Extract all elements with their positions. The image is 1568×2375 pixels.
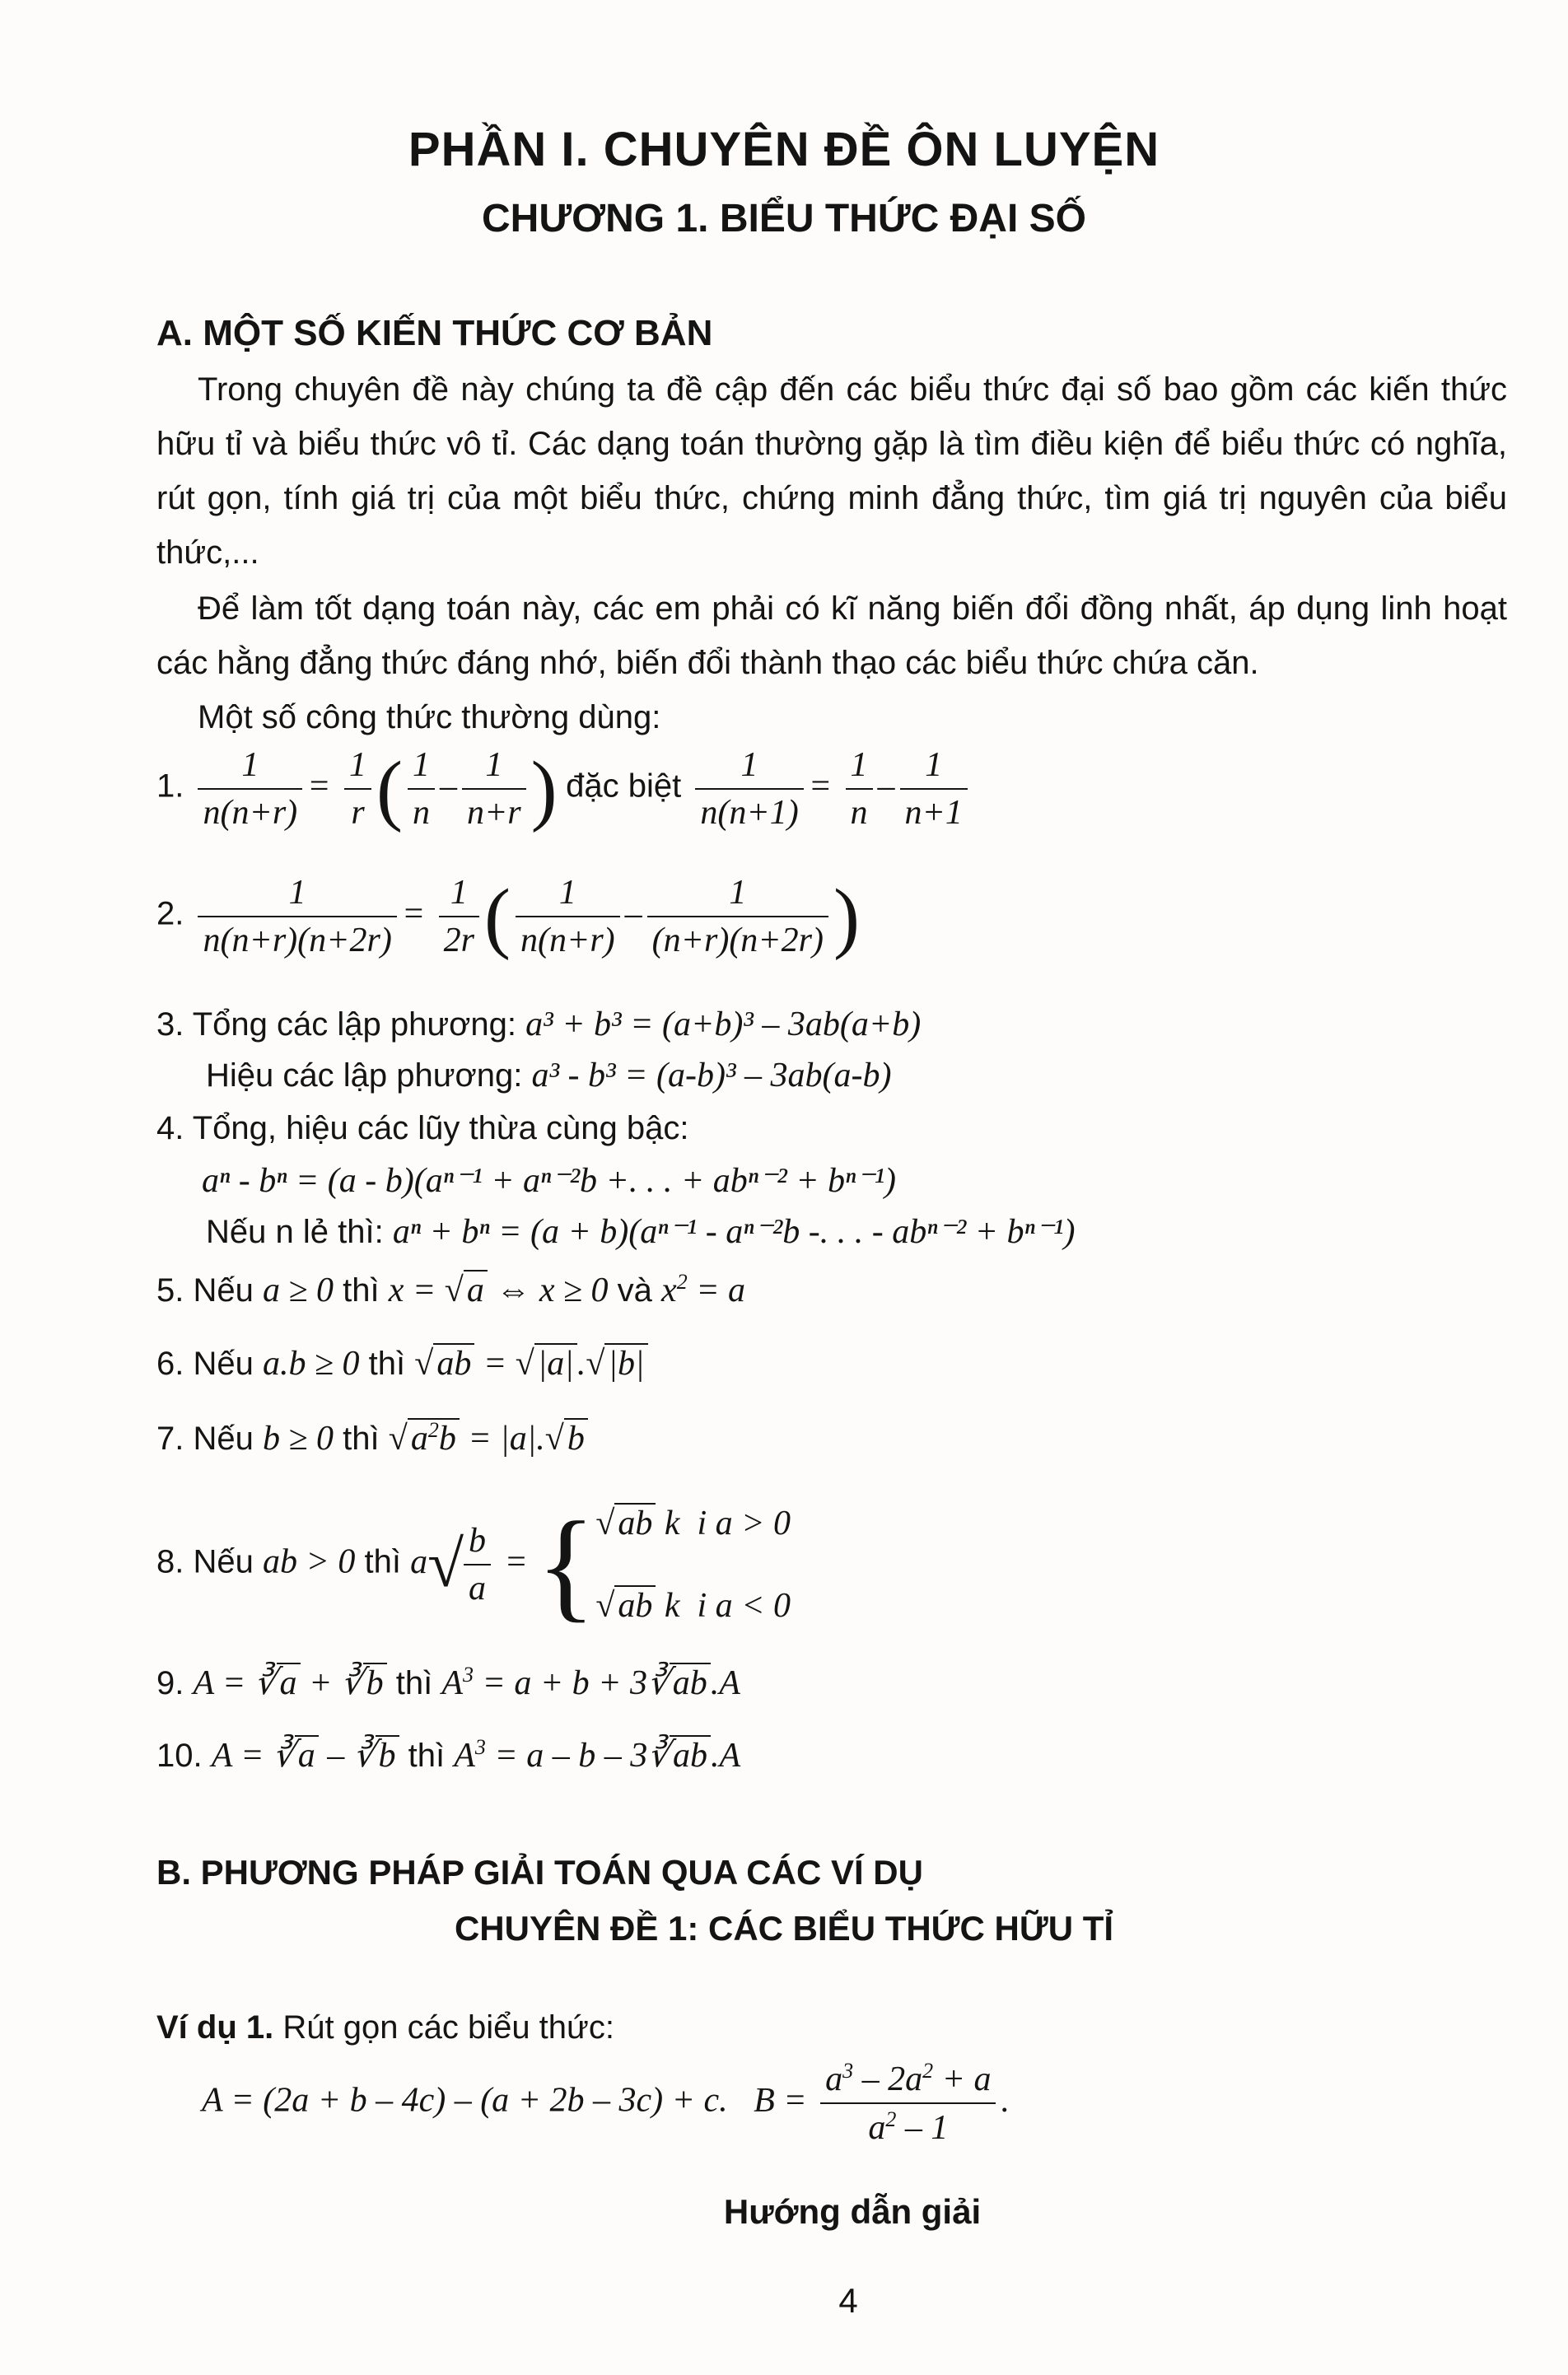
- example-text: Rút gọn các biểu thức:: [282, 2009, 614, 2046]
- solution-heading: Hướng dẫn giải: [723, 2192, 982, 2231]
- example-label: Ví dụ 1.: [156, 2009, 274, 2046]
- formula-2-number: 2.: [156, 895, 184, 932]
- page-number: 4: [838, 2281, 858, 2320]
- chapter-title: CHƯƠNG 1. BIỂU THỨC ĐẠI SỐ: [482, 197, 1086, 240]
- formula-6-thi: thì: [368, 1346, 406, 1382]
- formula-3b: [206, 1056, 892, 1095]
- formula-9-thi: thì: [395, 1665, 433, 1701]
- formula-10-number: 10.: [156, 1738, 203, 1774]
- formula-3-label: 3. Tổng các lập phương:: [156, 1006, 516, 1043]
- formula-1-special-label: đặc biệt: [566, 768, 682, 805]
- formula-7-label: 7. Nếu: [156, 1421, 254, 1457]
- formula-5: 5. Nếu a ≥ 0 thì x = √a ⇔ x ≥ 0 và $x^2 = a$: [156, 1270, 746, 1309]
- intro-text-3: Một số công thức thường dùng:: [198, 699, 661, 735]
- formula-5-va: và: [617, 1272, 652, 1309]
- formula-4b-expr: aⁿ + bⁿ = (a + b)(aⁿ⁻¹ - aⁿ⁻²b -. . . - abⁿ⁻² + bⁿ⁻¹): [392, 1213, 1076, 1251]
- formula-10: 10. A = ∛a – ∛b thì $A^3 = a - b$ – 3∛ab.A: [156, 1735, 741, 1775]
- topic-heading: CHUYÊN ĐỀ 1: CÁC BIỂU THỨC HỮU TỈ: [454, 1909, 1114, 1948]
- formula-6: 6. Nếu a.b ≥ 0 thì √ab = √|a|.√|b|: [156, 1344, 648, 1383]
- example-expressions: A = (2a + b – 4c) – (a + 2b – 3c) + c. B = $\frac{a^3 - 2a^2 + a}{a^2 - 1}$ .: [202, 2059, 1010, 2147]
- formula-4b-label: Nếu n lẻ thì:: [206, 1214, 384, 1250]
- formula-4-label-line: [156, 1110, 688, 1147]
- formula-3: [156, 1005, 921, 1044]
- formula-1-number: 1.: [156, 768, 184, 805]
- formula-8-thi: thì: [364, 1543, 401, 1580]
- page-title: PHẦN I. CHUYÊN ĐỀ ÔN LUYỆN: [408, 123, 1160, 176]
- example-1: [156, 2009, 614, 2046]
- formula-7-thi: thì: [343, 1421, 380, 1457]
- intro-text-2: Để làm tốt dạng toán này, các em phải có kĩ năng biến đổi đồng nhất, áp dụng linh hoạt các hằng đẳng thức đáng nhớ, biến đổi thành thạo các biểu thức chứa căn.: [156, 590, 1507, 681]
- expression-a: A = (2a + b – 4c) – (a + 2b – 3c) + c.: [202, 2081, 728, 2120]
- formula-5-label: 5. Nếu: [156, 1272, 254, 1309]
- formula-5-thi: thì: [343, 1272, 380, 1309]
- formula-7: 7. Nếu b ≥ 0 thì $√a^2b = |a|.√b$: [156, 1418, 588, 1458]
- formula-8: 8. Nếu ab > 0 thì a√ $\frac{b}{a}$ = { √ab k i a > 0 √ab k i a < 0: [156, 1496, 791, 1633]
- formula-6-label: 6. Nếu: [156, 1346, 254, 1382]
- intro-paragraph-3: [156, 690, 1507, 744]
- formula-3-expr: a³ + b³ = (a+b)³ – 3ab(a+b): [525, 1006, 922, 1043]
- section-a-heading: A. MỘT SỐ KIẾN THỨC CƠ BẢN: [156, 313, 713, 353]
- intro-paragraph-2: [156, 581, 1507, 690]
- formula-2: 2. $\frac{1}{n(n+r)(n+2r)}$ = $\frac{1}{2r}$ ( $\frac{1}{n(n+r)}$ – $\frac{1}{(n+r)(n+2r)}$ ): [156, 872, 860, 960]
- formula-4-label: 4. Tổng, hiệu các lũy thừa cùng bậc:: [156, 1110, 689, 1146]
- section-b-heading: B. PHƯƠNG PHÁP GIẢI TOÁN QUA CÁC VÍ DỤ: [156, 1853, 923, 1892]
- formula-10-thi: thì: [408, 1738, 446, 1774]
- formula-4b: [206, 1211, 1076, 1252]
- intro-text-1: Trong chuyên đề này chúng ta đề cập đến các biểu thức đại số bao gồm các kiến thức hữu tỉ và biểu thức vô tỉ. Các dạng toán thường gặp là tìm điều kiện để biểu thức có nghĩa, rút gọn, tính giá trị của một biểu thức, chứng minh đẳng thức, tìm giá trị nguyên của biểu thức,...: [156, 371, 1507, 571]
- formula-9: 9. A = ∛a + ∛b thì $A^3 = a + b$ + 3∛ab.A: [156, 1663, 740, 1702]
- formula-4-expr: aⁿ - bⁿ = (a - b)(aⁿ⁻¹ + aⁿ⁻²b +. . . + abⁿ⁻² + bⁿ⁻¹): [202, 1162, 897, 1200]
- intro-paragraph-1: [156, 362, 1507, 580]
- formula-9-number: 9.: [156, 1665, 184, 1701]
- formula-8-label: 8. Nếu: [156, 1543, 254, 1580]
- formula-3b-expr: a³ - b³ = (a-b)³ – 3ab(a-b): [531, 1057, 892, 1094]
- formula-1: 1. $\frac{1}{n(n+r)}$ = $\frac{1}{r}$ ( $\frac{1}{n}$ – $\frac{1}{n+r}$ ) đặc biệt $\frac{1}{n(n+1)}$ = $\frac{1}{n}$ – $\frac{1}{n+1}$: [156, 745, 973, 833]
- formula-3b-label: Hiệu các lập phương:: [206, 1057, 523, 1094]
